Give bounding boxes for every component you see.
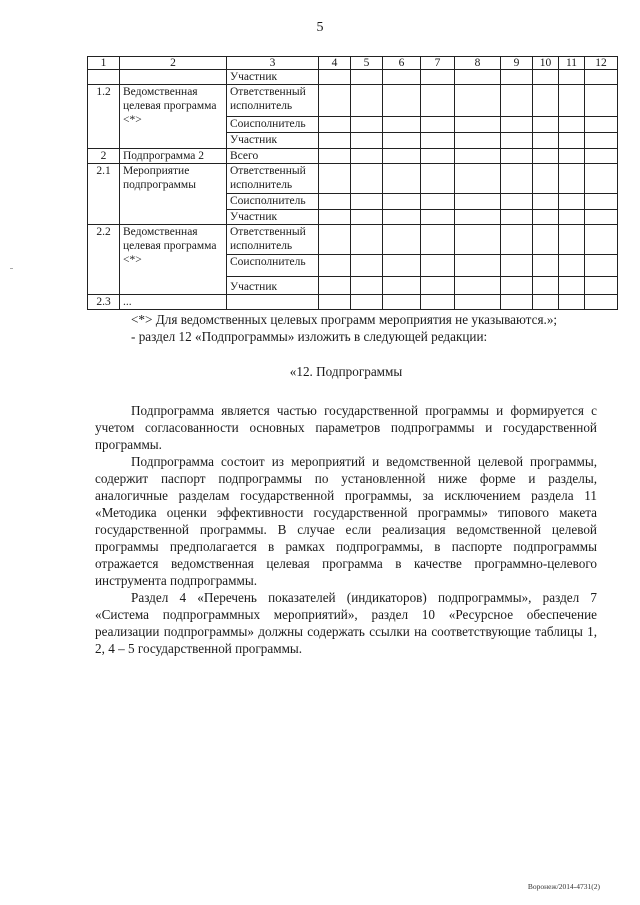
role-cell: Ответственный исполнитель xyxy=(227,225,319,255)
role-cell: Соисполнитель xyxy=(227,194,319,210)
row-number: 2.3 xyxy=(88,295,120,310)
footnote: <*> Для ведомственных целевых программ мероприятия не указываются.»; xyxy=(131,312,558,327)
header-cell: 6 xyxy=(383,57,421,70)
header-cell: 8 xyxy=(455,57,501,70)
table-row xyxy=(88,70,618,85)
row-name: ... xyxy=(120,295,227,310)
row-name: Подпрограмма 2 xyxy=(120,149,227,164)
table-row xyxy=(88,225,618,255)
header-cell: 9 xyxy=(501,57,533,70)
paragraph: Раздел 4 «Перечень показателей (индикаторов) подпрограммы», раздел 7 «Система подпрограммных мероприятий», раздел 10 «Ресурсное обеспечение реализации подпрограммы» должны содержать ссылки на соответствующие таблицы 1, 2, 4 – 5 государственной программы. xyxy=(95,590,597,656)
page-number: 5 xyxy=(316,20,324,35)
role-cell: Всего xyxy=(227,149,319,164)
row-number: 2 xyxy=(88,149,120,164)
header-cell: 10 xyxy=(533,57,559,70)
role-cell: Участник xyxy=(227,277,319,295)
header-cell: 5 xyxy=(351,57,383,70)
header-cell: 4 xyxy=(319,57,351,70)
paragraph: Подпрограмма состоит из мероприятий и ведомственной целевой программы, содержит паспорт подпрограммы по установленной ниже форме и разделы, аналогичные разделам государственной программы, за исключением раздела 11 «Методика оценки эффективности государственной программы» типового макета государственной программы. В случае если реализация ведомственной целевой программы предполагается в рамках подпрограммы, в паспорте подпрограммы отражается ведомственная целевая программа в качестве программно-целевого инструмента подпрограммы. xyxy=(95,454,597,588)
role-cell: Ответственный исполнитель xyxy=(227,164,319,194)
paragraph: Подпрограмма является частью государственной программы и формируется с учетом согласованности основных параметров подпрограммы и государственной программы. xyxy=(95,403,597,452)
row-name: Ведомственная целевая программа <*> xyxy=(120,225,227,295)
role-cell: Участник xyxy=(227,133,319,149)
row-number: 2.2 xyxy=(88,225,120,295)
row-number: 1.2 xyxy=(88,85,120,149)
body-text xyxy=(95,311,597,657)
table-row xyxy=(88,149,618,164)
header-cell: 11 xyxy=(559,57,585,70)
role-cell: Соисполнитель xyxy=(227,117,319,133)
header-cell: 1 xyxy=(88,57,120,70)
row-name: Ведомственная целевая программа <*> xyxy=(120,85,227,149)
program-table xyxy=(87,56,618,310)
table-header-row xyxy=(88,57,618,70)
row-number: 2.1 xyxy=(88,164,120,225)
row-name: Мероприятие подпрограммы xyxy=(120,164,227,225)
section-heading: «12. Подпрограммы xyxy=(289,364,403,379)
role-cell: Соисполнитель xyxy=(227,255,319,277)
role-cell: Участник xyxy=(227,70,319,85)
header-cell: 7 xyxy=(421,57,455,70)
header-cell: 12 xyxy=(585,57,618,70)
header-cell: 3 xyxy=(227,57,319,70)
table-row xyxy=(88,85,618,117)
margin-mark xyxy=(10,268,13,269)
footer-code: Воронеж/2014-4731(2) xyxy=(527,882,600,891)
role-cell: Ответственный исполнитель xyxy=(227,85,319,117)
header-cell: 2 xyxy=(120,57,227,70)
table-row xyxy=(88,295,618,310)
instruction: - раздел 12 «Подпрограммы» изложить в следующей редакции: xyxy=(131,329,488,344)
table-row xyxy=(88,164,618,194)
role-cell: Участник xyxy=(227,210,319,225)
